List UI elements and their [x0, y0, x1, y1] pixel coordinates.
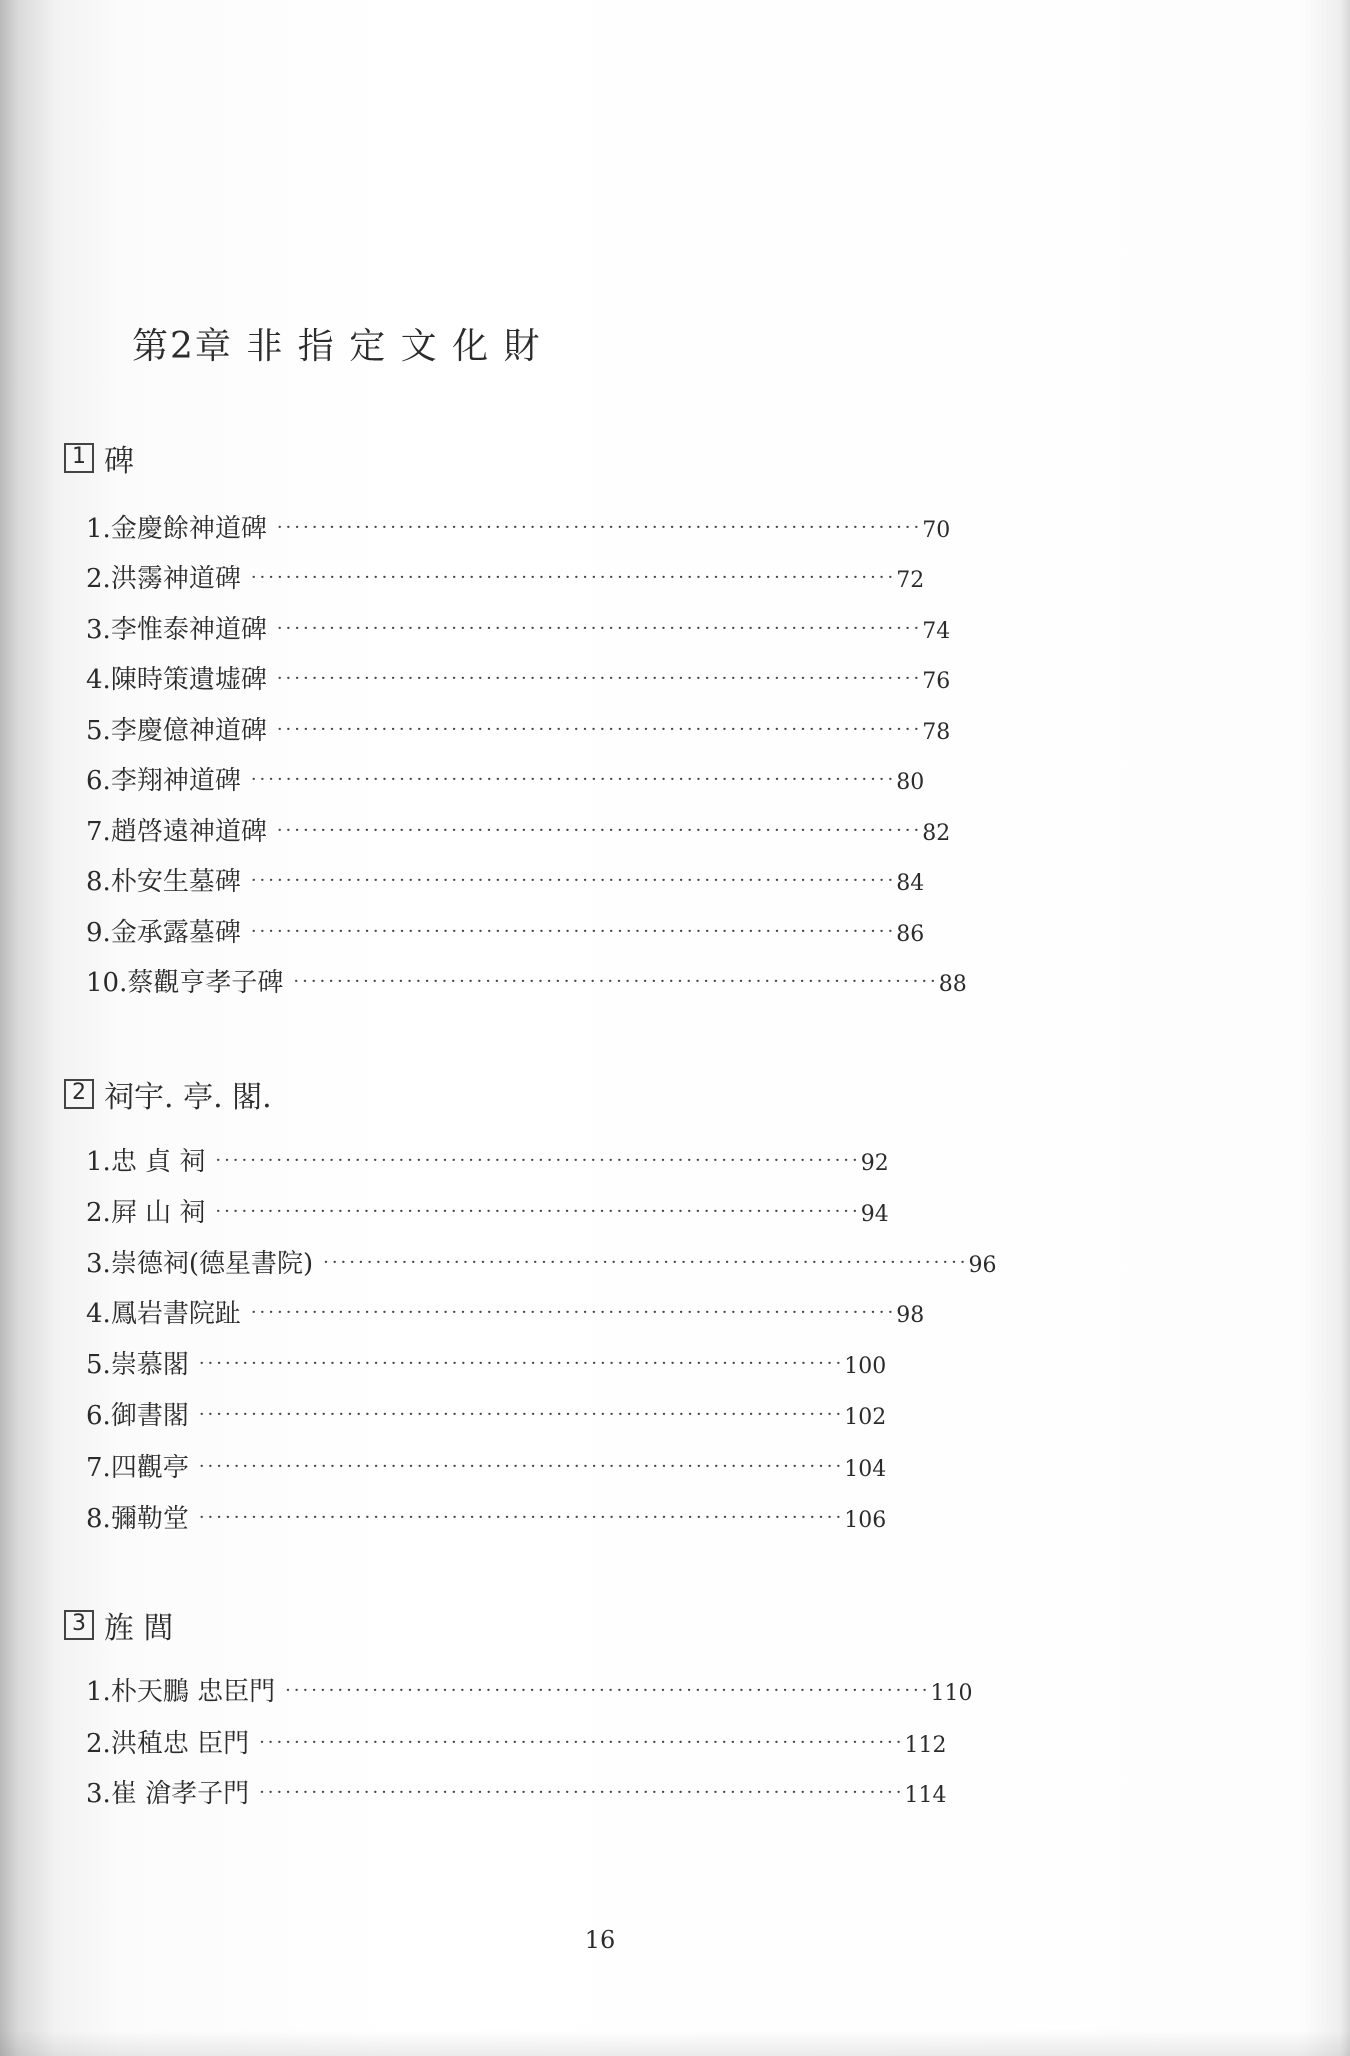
toc-entry[interactable]: [86, 1344, 887, 1384]
dot-leader: ··········································································: [323, 1252, 969, 1273]
entry-page: 84: [896, 871, 925, 896]
dot-leader: ··········································································: [198, 1456, 845, 1477]
entry-number: 2.: [86, 1729, 111, 1759]
entry-number: 10.: [86, 968, 128, 998]
toc-entry[interactable]: [86, 760, 925, 800]
entry-number: 6.: [86, 1401, 111, 1431]
entry-number: 1.: [86, 1147, 111, 1177]
entry-page: 102: [844, 1405, 887, 1430]
entry-page: 104: [844, 1457, 887, 1482]
entry-number: 1.: [86, 1677, 111, 1707]
toc-entry[interactable]: [86, 1773, 947, 1813]
section-heading-2: [64, 1072, 272, 1116]
entry-title: 李惟泰神道碑: [110, 615, 267, 645]
dot-leader: ··········································································: [276, 618, 923, 639]
entry-number: 1.: [86, 514, 111, 544]
dot-leader: ··········································································: [198, 1404, 845, 1425]
entry-page: 98: [896, 1303, 925, 1328]
entry-page: 74: [922, 619, 951, 644]
dot-leader: ··········································································: [276, 719, 923, 740]
entry-page: 94: [860, 1202, 889, 1227]
entry-title: 崇慕閣: [110, 1350, 189, 1380]
toc-entry[interactable]: [86, 1395, 887, 1435]
entry-title: 陳時策遺墟碑: [110, 665, 267, 695]
toc-entry[interactable]: [86, 558, 925, 598]
entry-title: 洪霶神道碑: [110, 564, 241, 594]
entry-number: 3.: [86, 1249, 111, 1279]
section-heading-3: [64, 1603, 174, 1647]
dot-leader: ··········································································: [250, 921, 897, 942]
section-heading-1: [64, 436, 134, 480]
entry-page: 112: [904, 1733, 947, 1758]
dot-leader: ··········································································: [259, 1732, 905, 1753]
toc-entry[interactable]: [86, 659, 951, 699]
entry-title: 朴天鵬 忠臣門: [110, 1677, 276, 1707]
toc-entry[interactable]: [86, 609, 951, 649]
section-number-box: 3: [64, 1610, 94, 1640]
entry-number: 8.: [86, 867, 111, 897]
section-title: 祠宇. 亭. 閣.: [104, 1080, 272, 1115]
dot-leader: ··········································································: [250, 567, 897, 588]
entry-title: 蔡觀亨孝子碑: [127, 968, 284, 998]
toc-entry[interactable]: [86, 1192, 889, 1232]
entry-title: 四觀亭: [110, 1453, 189, 1483]
entry-page: 72: [896, 568, 925, 593]
entry-title: 御書閣: [110, 1401, 189, 1431]
entry-title: 趙啓遠神道碑: [110, 817, 267, 847]
entry-number: 6.: [86, 766, 111, 796]
toc-entry[interactable]: [86, 861, 925, 901]
dot-leader: ··········································································: [276, 517, 923, 538]
dot-leader: ··········································································: [250, 769, 897, 790]
toc-entry[interactable]: [86, 1671, 973, 1711]
page-edge-shadow: [0, 2030, 1350, 2056]
entry-title: 朴安生墓碑: [110, 867, 241, 897]
entry-number: 3.: [86, 1779, 111, 1809]
dot-leader: ··········································································: [259, 1782, 905, 1803]
entry-title: 鳳岩書院趾: [110, 1299, 241, 1329]
chapter-title: 第2章 非 指 定 文 化 財: [132, 326, 542, 367]
entry-title: 金承露墓碑: [110, 918, 241, 948]
dot-leader: ··········································································: [250, 1302, 897, 1323]
toc-entry[interactable]: [86, 1293, 925, 1333]
entry-title: 崔 滄孝子門: [110, 1779, 250, 1809]
entry-title: 洪稙忠 臣門: [110, 1729, 250, 1759]
entry-title: 崇德祠(德星書院): [110, 1249, 314, 1279]
dot-leader: ··········································································: [293, 971, 939, 992]
entry-title: 李翔神道碑: [110, 766, 241, 796]
dot-leader: ··········································································: [276, 820, 923, 841]
toc-entry[interactable]: [86, 811, 951, 851]
entry-page: 114: [904, 1783, 947, 1808]
toc-entry[interactable]: [86, 1498, 887, 1538]
entry-number: 8.: [86, 1504, 111, 1534]
toc-entry[interactable]: [86, 1243, 997, 1283]
entry-title: 屛 山 祠: [110, 1198, 206, 1228]
entry-number: 4.: [86, 665, 111, 695]
entry-number: 7.: [86, 817, 111, 847]
toc-entry[interactable]: [86, 508, 951, 548]
entry-number: 2.: [86, 1198, 111, 1228]
entry-page: 70: [922, 518, 951, 543]
dot-leader: ··········································································: [285, 1680, 931, 1701]
section-number-box: 2: [64, 1079, 94, 1109]
entry-page: 110: [930, 1681, 973, 1706]
entry-page: 76: [922, 669, 951, 694]
entry-number: 3.: [86, 615, 111, 645]
entry-page: 92: [860, 1151, 889, 1176]
entry-page: 80: [896, 770, 925, 795]
entry-title: 彌勒堂: [110, 1504, 189, 1534]
entry-title: 忠 貞 祠: [110, 1147, 206, 1177]
entry-number: 5.: [86, 1350, 111, 1380]
entry-number: 9.: [86, 918, 111, 948]
toc-entry[interactable]: [86, 912, 925, 952]
entry-page: 106: [844, 1508, 887, 1533]
toc-entry[interactable]: [86, 710, 951, 750]
toc-entry[interactable]: [86, 1723, 947, 1763]
entry-title: 金慶餘神道碑: [110, 514, 267, 544]
section-number-box: 1: [64, 443, 94, 473]
dot-leader: ··········································································: [276, 668, 923, 689]
dot-leader: ··········································································: [198, 1353, 845, 1374]
toc-entry[interactable]: [86, 1447, 887, 1487]
entry-page: 88: [938, 972, 967, 997]
entry-page: 86: [896, 922, 925, 947]
dot-leader: ··········································································: [215, 1150, 861, 1171]
entry-page: 78: [922, 720, 951, 745]
entry-title: 李慶億神道碑: [110, 716, 267, 746]
entry-page: 100: [844, 1354, 887, 1379]
toc-entry[interactable]: [86, 962, 967, 1002]
toc-entry[interactable]: [86, 1141, 889, 1181]
entry-number: 5.: [86, 716, 111, 746]
entry-number: 2.: [86, 564, 111, 594]
entry-page: 96: [968, 1253, 997, 1278]
dot-leader: ··········································································: [198, 1507, 845, 1528]
dot-leader: ··········································································: [250, 870, 897, 891]
entry-number: 7.: [86, 1453, 111, 1483]
section-title: 旌 閭: [104, 1611, 174, 1646]
page-number: 16: [584, 1926, 616, 1954]
entry-page: 82: [922, 821, 951, 846]
dot-leader: ··········································································: [215, 1201, 861, 1222]
entry-number: 4.: [86, 1299, 111, 1329]
section-title: 碑: [104, 444, 134, 479]
